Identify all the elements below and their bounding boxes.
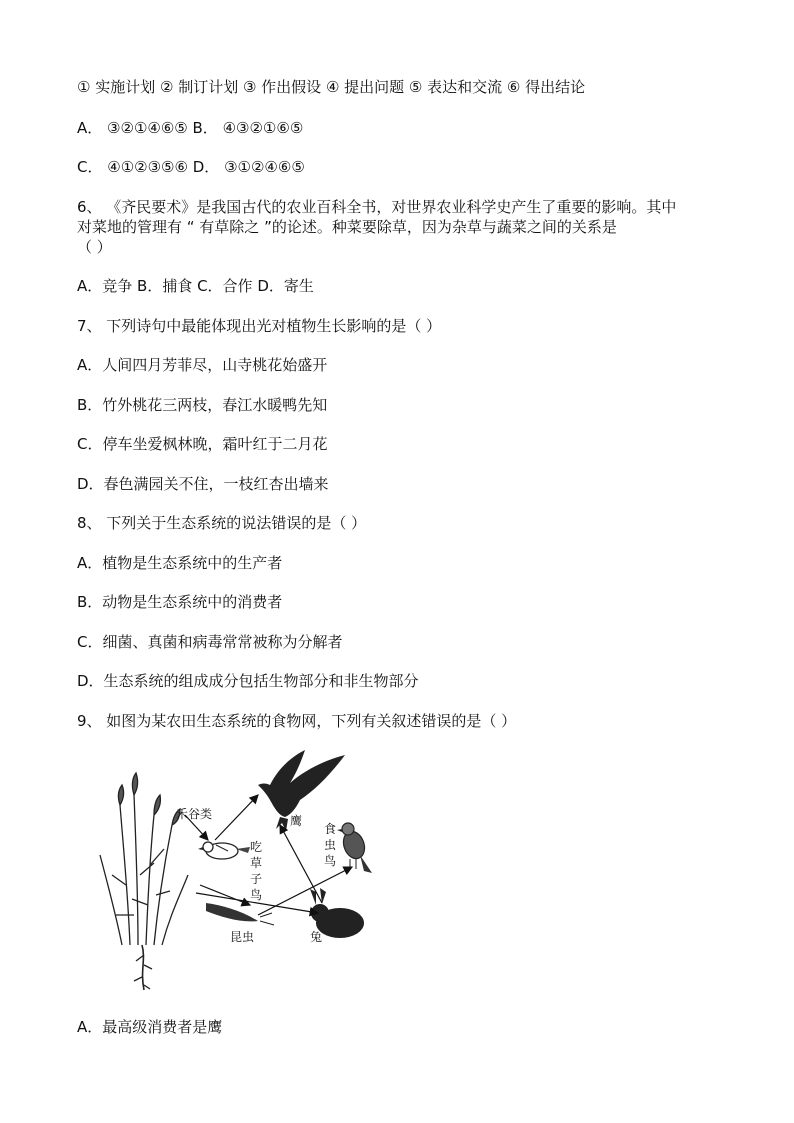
label-insect-bird-3: 鸟 [324,854,337,868]
q5-option-b-label: B． [192,119,218,137]
q6-stem-line2: 对菜地的管理有 “ 有草除之 ”的论述。种菜要除草，因为杂草与蔬菜之间的关系是 [77,218,617,236]
q5-option-a-text: ③②①④⑥⑤ [107,119,188,137]
q5-option-b-text: ④③②①⑥⑤ [222,119,304,137]
label-seed-bird-3: 子 [250,872,263,886]
label-eagle: 鹰 [290,814,303,828]
grain-plant-illustration [100,773,188,990]
insect-illustration [206,903,274,925]
label-seed-bird-1: 吃 [250,840,263,854]
q8-option-c: C．细菌、真菌和病毒常常被称为分解者 [77,633,343,651]
q8-option-a: A．植物是生态系统中的生产者 [77,554,283,572]
label-seed-bird-2: 草 [250,856,263,870]
q5-option-c-label: C． [77,158,103,176]
q5-option-d-text: ③①②④⑥⑤ [224,158,305,176]
q6-options: A．竞争 B．捕食 C．合作 D．寄生 [77,277,314,295]
label-insect: 昆虫 [230,930,255,944]
q7-option-b: B．竹外桃花三两枝，春江水暖鸭先知 [77,396,328,414]
q7-option-c: C．停车坐爱枫林晚，霜叶红于二月花 [77,435,328,453]
seed-bird-illustration [198,842,250,859]
food-web-figure [90,745,390,995]
q5-option-row-ab [77,118,303,138]
q6-stem-line1: 6、 《齐民要术》是我国古代的农业百科全书，对世界农业科学史产生了重要的影响。其中 [77,198,677,216]
q7-option-a: A．人间四月芳菲尽，山寺桃花始盛开 [77,356,328,374]
label-grain: 禾谷类 [176,807,213,821]
label-seed-bird-4: 鸟 [250,888,263,902]
q7-stem: 7、 下列诗句中最能体现出光对植物生长影响的是（ ） [77,317,442,335]
q9-stem: 9、 如图为某农田生态系统的食物网，下列有关叙述错误的是（ ） [77,712,517,730]
label-insect-bird-2: 虫 [324,838,337,852]
q5-option-d-label: D． [192,158,220,176]
q7-option-d: D．春色满园关不住，一枝红杏出墙来 [77,475,329,493]
q6-stem-line3: （ ） [77,238,112,256]
label-insect-bird-1: 食 [324,822,337,836]
q8-option-d: D．生态系统的组成成分包括生物部分和非生物部分 [77,672,419,690]
insect-bird-illustration [337,823,372,873]
q5-option-a-label: A． [77,119,103,137]
experiment-steps-line: ① 实施计划 ② 制订计划 ③ 作出假设 ④ 提出问题 ⑤ 表达和交流 ⑥ 得出结论 [77,78,586,96]
q5-option-c-text: ④①②③⑤⑥ [107,158,188,176]
label-rabbit: 兔 [310,930,323,944]
q8-stem: 8、 下列关于生态系统的说法错误的是（ ） [77,514,367,532]
q8-option-b: B．动物是生态系统中的消费者 [77,593,283,611]
q5-option-row-cd [77,157,305,177]
q9-option-a: A．最高级消费者是鹰 [77,1018,223,1036]
